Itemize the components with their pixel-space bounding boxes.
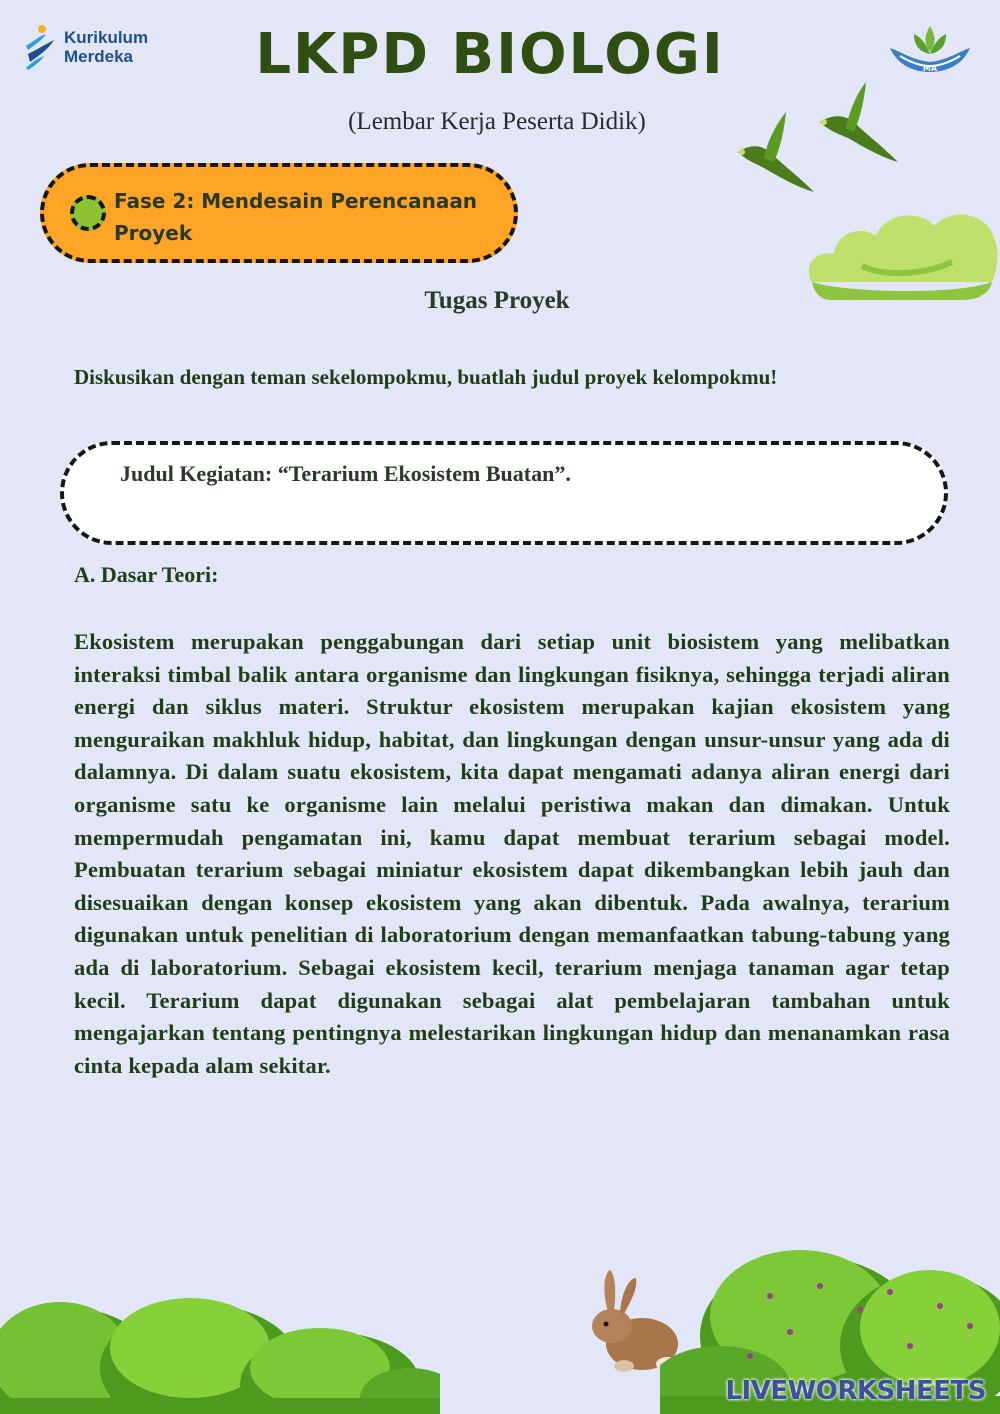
bushes-left-illustration (0, 1268, 440, 1414)
watermark: LIVEWORKSHEETS (725, 1376, 986, 1406)
section-heading: A. Dasar Teori: (74, 562, 219, 587)
birds-illustration (728, 78, 908, 200)
theory-paragraph: Ekosistem merupakan penggabungan dari setiap unit biosistem yang melibatkan interaksi timbal balik antara organisme dan lingkungan fisiknya, sehingga terjadi aliran energi dan siklus materi. Struktur ekosistem merupakan kajian ekosistem yang menguraikan makhluk hidup, habitat, dan lingkungan dengan unsur-unsur yang ada di dalamnya. Di dalam suatu ekosistem, kita dapat mengamati adanya aliran energi dari organisme satu ke organisme lain melalui peristiwa makan dan dimakan. Untuk mempermudah pengamatan ini, kamu dapat membuat terarium sebagai model. Pembuatan terarium sebagai miniatur ekosistem dapat dikembangkan lebih jauh dan disesuaikan dengan konsep ekosistem yang akan dibentuk. Pada awalnya, terarium digunakan untuk penelitian di laboratorium dengan memanfaatkan tabung-tabung yang ada di laboratorium. Sebagai ekosistem kecil, terarium menjaga tanaman agar tetap kecil. Terarium dapat digunakan sebagai alat pembelajaran tambahan untuk mengajarkan tentang pentingnya melestarikan lingkungan hidup dan menanamkan rasa cinta kepada alam sekitar. (74, 629, 950, 1078)
svg-text:MA: MA (922, 64, 938, 73)
bird-icon (820, 82, 898, 162)
phase-dot-icon (70, 195, 106, 231)
activity-title: Judul Kegiatan: “Terarium Ekosistem Buatan”. (120, 461, 571, 486)
activity-title-box (60, 441, 948, 545)
page-title: LKPD BIOLOGI (255, 22, 725, 87)
logo-line-1: Kurikulum (64, 28, 149, 47)
page-subtitle: (Lembar Kerja Peserta Didik) (348, 108, 646, 135)
logo-line-2: Merdeka (64, 47, 133, 66)
bird-icon (738, 112, 814, 192)
phase-badge (40, 163, 518, 263)
task-heading: Tugas Proyek (424, 287, 570, 314)
instruction-text: Diskusikan dengan teman sekelompokmu, buatlah judul proyek kelompokmu! (74, 365, 778, 389)
phase-label: Fase 2: Mendesain Perencanaan Proyek (114, 189, 478, 245)
